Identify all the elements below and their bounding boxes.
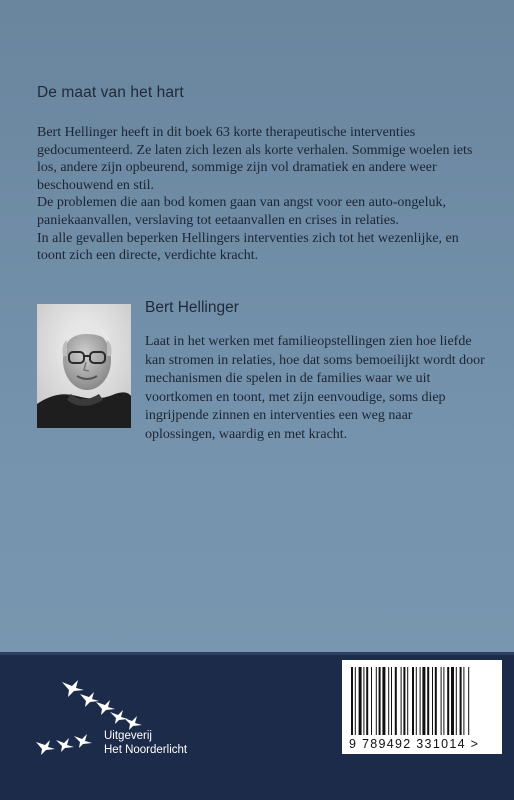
- barcode-bar: [420, 667, 421, 735]
- publisher-line: Het Noorderlicht: [104, 744, 188, 756]
- barcode-bar: [376, 667, 377, 735]
- barcode-bar: [407, 667, 408, 735]
- barcode-bar: [379, 667, 381, 735]
- barcode-bar: [456, 667, 457, 735]
- barcode-bar: [395, 667, 397, 735]
- isbn-number: [349, 737, 499, 751]
- barcode-bar: [391, 667, 392, 735]
- publisher-name: [104, 729, 187, 757]
- publisher-line: Uitgeverij: [104, 730, 152, 742]
- barcode-bar: [468, 667, 469, 735]
- barcode-bars: [349, 667, 495, 737]
- barcode-bar: [447, 667, 449, 735]
- author-bio: Laat in het werken met familieopstellingen zien hoe liefde kan stromen in relaties, hoe dat soms bemoeilijkt wordt door mechanismen die spelen in de families waar we uit voortkomen en toont, met zijn eenvoudige, soms diep ingrijpende zinnen en interventies een weg naar oplossingen, waardig en met kracht.: [145, 334, 485, 442]
- barcode-bar: [422, 667, 425, 735]
- barcode-bar: [401, 667, 402, 735]
- isbn-digits: 9 789492 331014: [349, 737, 466, 751]
- blurb-paragraph: De problemen die aan bod komen gaan van angst voor een auto-ongeluk, paniekaanvallen, verslaving tot eetaanvallen en crises in relaties.: [37, 195, 446, 228]
- barcode-bar: [451, 667, 454, 735]
- barcode-bar: [443, 667, 444, 735]
- band-divider: [0, 652, 514, 655]
- barcode-bar: [432, 667, 433, 735]
- barcode-bar: [355, 667, 356, 735]
- blurb-paragraph: Bert Hellinger heeft in dit boek 63 korte therapeutische interventies gedocumenteerd. Ze laten zich lezen als korte verhalen. Sommige woelen iets los, andere zijn opbeurend, sommige zijn vol dramatiek en andere weer beschouwend en stil.: [37, 125, 473, 193]
- barcode-bar: [366, 667, 368, 735]
- isbn-end-mark: >: [470, 737, 480, 751]
- barcode-bar: [388, 667, 389, 735]
- book-blurb: [37, 124, 482, 265]
- blurb-paragraph: In alle gevallen beperken Hellingers interventies zich tot het wezenlijke, en toont zich een directe, verdichte kracht.: [37, 230, 459, 264]
- barcode-bar: [463, 667, 464, 735]
- barcode-bar: [412, 667, 414, 735]
- barcode-bar: [403, 667, 405, 735]
- barcode-bar: [441, 667, 442, 735]
- author-name: Bert Hellinger: [145, 299, 239, 316]
- barcode-bar: [427, 667, 429, 735]
- barcode-bar: [359, 667, 362, 735]
- barcode-bar: [460, 667, 462, 735]
- barcode-bar: [351, 667, 353, 735]
- barcode-bar: [435, 667, 437, 735]
- author-photo: [37, 304, 131, 428]
- barcode-bar: [416, 667, 417, 735]
- barcode-bar: [363, 667, 364, 735]
- barcode-bar: [371, 667, 372, 735]
- barcode-bar: [382, 667, 385, 735]
- book-title: De maat van het hart: [37, 84, 184, 101]
- isbn-barcode: [342, 660, 502, 754]
- flying-geese-icon: [30, 672, 190, 772]
- author-portrait-icon: [37, 304, 131, 428]
